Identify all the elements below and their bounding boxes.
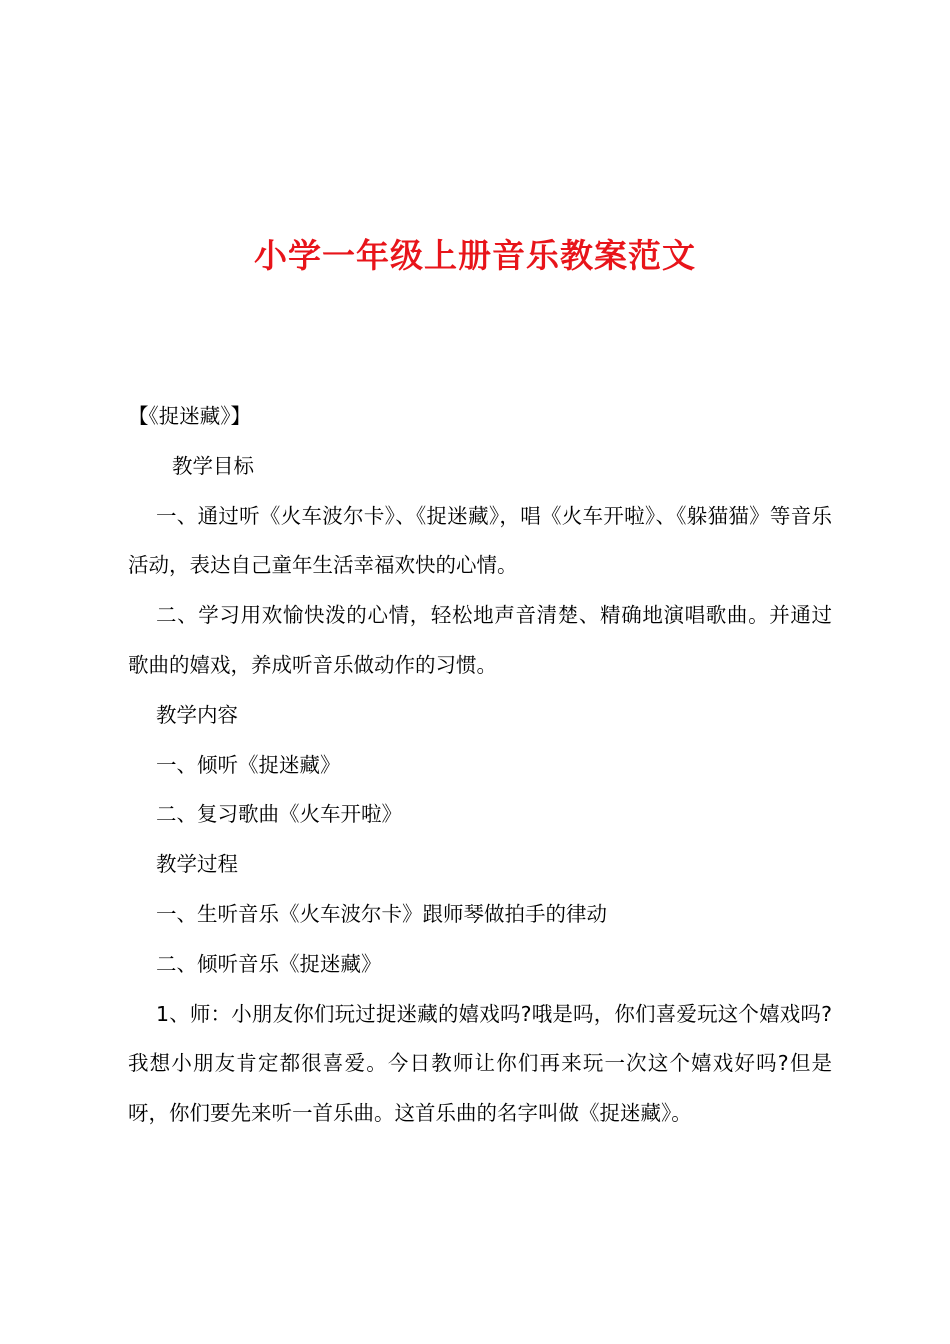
section-heading: 【《捉迷藏》】: [128, 404, 251, 428]
content-item-1: 一、倾听《捉迷藏》: [156, 752, 341, 777]
document-body: [128, 392, 832, 1139]
process-item-2: 二、倾听音乐《捉迷藏》: [156, 951, 382, 976]
process-item-1: 一、生听音乐《火车波尔卡》跟师琴做拍手的律动: [156, 901, 607, 926]
content-item-2: 二、复习歌曲《火车开啦》: [156, 802, 402, 827]
content-heading: 教学内容: [156, 702, 238, 727]
goal-paragraph-1: 一、通过听《火车波尔卡》、《捉迷藏》，唱《火车开啦》、《躲猫猫》等音乐活动，表达自己童年生活幸福欢快的心情。: [128, 503, 832, 578]
goals-heading: 教学目标: [172, 453, 254, 478]
document-title: 小学一年级上册音乐教案范文: [254, 236, 696, 276]
goal-paragraph-2: 二、学习用欢愉快泼的心情，轻松地声音清楚、精确地演唱歌曲。并通过歌曲的嬉戏，养成听音乐做动作的习惯。: [128, 603, 832, 677]
process-item-2-1: 1、师：小朋友你们玩过捉迷藏的嬉戏吗?哦是吗，你们喜爱玩这个嬉戏吗?我想小朋友肯定都很喜爱。今日教师让你们再来玩一次这个嬉戏好吗?但是呀，你们要先来听一首乐曲。这首乐曲的名字叫做《捉迷藏》。: [128, 1001, 832, 1126]
process-heading: 教学过程: [156, 852, 238, 877]
